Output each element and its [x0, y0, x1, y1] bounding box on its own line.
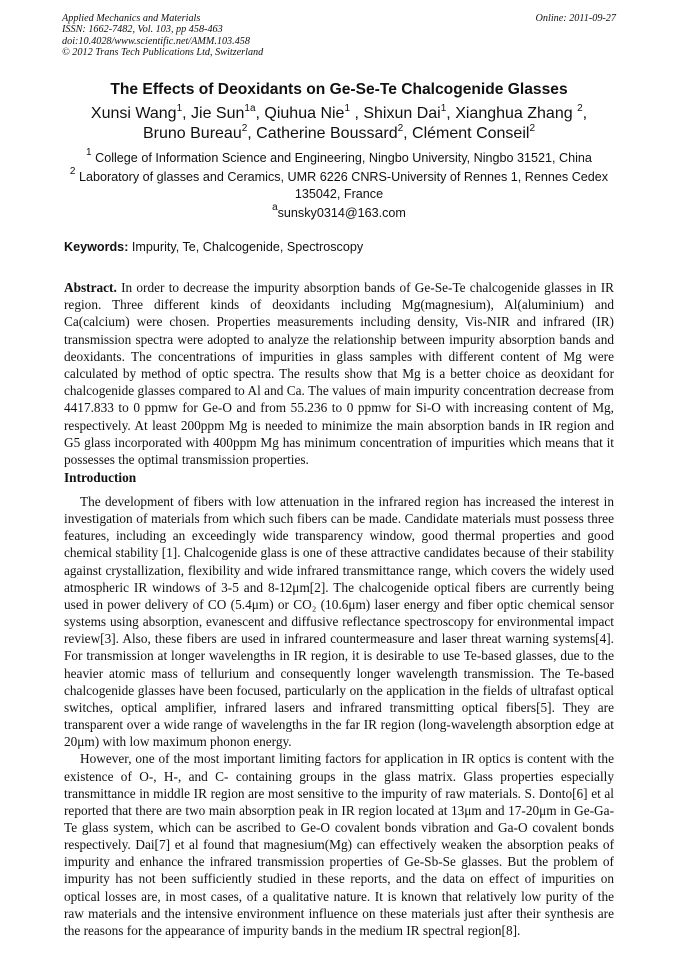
journal-issn: ISSN: 1662-7482, Vol. 103, pp 458-463	[62, 24, 223, 36]
introduction-body	[64, 493, 614, 939]
affiliation-text: College of Information Science and Engineering, Ningbo University, Ningbo 31521, China	[95, 151, 592, 165]
paragraph: The development of fibers with low attenuation in the infrared region has increased the interest in investigation of materials from which such fibers can be made. Candidate materials must possess three features, including an exceedingly wide transparency window, good thermal properties and good chemical stability [1]. Chalcogenide glass is one of these attractive candidates because of their stability against crystallization, flexibility and wide infrared transmittance range, which covers the widely used atmospheric IR windows of 3-5 and 8-12μm[2]. The chalcogenide optical fibers are currently being used in power delivery of CO (5.4μm) or CO₂ (10.6μm) laser energy and fiber optic chemical sensor systems using absorption, evanescent and diffusive reflectance spectroscopy for environmental impact review[3]. Also, these fibers are used in infrared countermeasure and laser threat warning systems[4]. For transmission at longer wavelengths in IR region, it is desirable to use Te-based glasses, due to the heavier atomic mass of tellurium and consequently longer wavelength transmission. The Te-based chalcogenide glasses have been focused, particularly on the application in the fields of ultrafast optical switches, optical amplifier, infrared lasers and infrared transmitting optical fibers[5]. They are transparent over a wide range of wavelengths in the far IR region (long-wavelength absorption edge at 20μm) with low maximum phonon energy.	[64, 494, 614, 750]
author-affiliation-mark: 2	[577, 103, 583, 114]
affiliation-text-cont: 135042, France	[294, 187, 384, 201]
affiliation-2	[40, 166, 638, 203]
keywords-text: Impurity, Te, Chalcogenide, Spectroscopy	[131, 240, 364, 254]
author: Catherine Boussard	[256, 125, 398, 142]
keywords	[64, 240, 363, 254]
abstract-label: Abstract.	[64, 280, 117, 295]
journal-name: Applied Mechanics and Materials	[62, 13, 201, 24]
abstract-text: In order to decrease the impurity absorption bands of Ge-Se-Te chalcogenide glasses in IR region. Three different kinds of deoxidants including Mg(magnesium), Al(aluminium) and Ca(calcium) were chosen. Properties measurements including density, Vis-NIR and infrared (IR) transmission spectra were adopted to analyze the relationship between impurity absorption bands and deoxidants. The concentrations of impurities in glass samples with different content of Mg were calculated by method of optic spectra. The results show that Mg is a better choice as deoxidant for chalcogenide glasses compared to Al and Ca. The values of main impurity concentration decrease from 4417.833 to 0 ppmw for Ge-O and from 55.236 to 0 ppmw for Si-O with increasing content of Mg, respectively. At least 200ppm Mg is needed to minimize the main absorption bands in IR region and G5 glass incorporated with 400ppm Mg has minimum concentration of impurities which means that it possesses the optimal transmission properties.	[64, 280, 614, 468]
journal-copyright: © 2012 Trans Tech Publications Ltd, Switzerland	[62, 47, 264, 59]
section-heading: Introduction	[64, 470, 137, 485]
author-affiliation-mark: 1	[440, 103, 447, 114]
author-affiliation-mark: 1	[176, 103, 183, 114]
author: Jie Sun	[191, 105, 245, 122]
author-line-1: Xunsi Wang$^1$, Jie Sun$^{1a}$, Qiuhua Nie$^1$ , Shixun Dai$^1$, Xianghua Zhang $^2$,	[90, 103, 588, 122]
author-affiliation-mark: 2	[529, 123, 535, 134]
keywords-label: Keywords:	[64, 240, 129, 254]
affiliation-mark: 2	[69, 166, 76, 177]
author: Qiuhua Nie	[264, 105, 345, 122]
affiliation-1	[40, 147, 638, 167]
author: Bruno Bureau	[142, 125, 242, 142]
author-affiliation-mark: 2	[241, 123, 248, 134]
author-affiliation-mark: 1	[344, 103, 351, 114]
author-line-2: Bruno Bureau$^2$, Catherine Boussard$^2$, Clément Conseil$^2$	[142, 123, 535, 142]
author: Xunsi Wang	[90, 105, 177, 122]
affiliation-text: Laboratory of glasses and Ceramics, UMR 6226 CNRS-University of Rennes 1, Rennes Cedex	[78, 170, 609, 184]
author-affiliation-mark: 1a	[244, 103, 256, 114]
author-list	[40, 104, 638, 144]
paper-title: The Effects of Deoxidants on Ge-Se-Te Chalcogenide Glasses	[110, 81, 568, 98]
paragraph: However, one of the most important limiting factors for application in IR optics is content with the existence of O-, H-, and C- containing groups in the glass matrix. Glass properties especially transmittance in middle IR region are most sensitive to the impurity of raw materials. S. Donto[6] et al reported that there are two main absorption peak in IR region located at 13μm and 17-20μm in Ge-Ga-Te glass system, which can be ascribed to Ge-O covalent bonds vibration and Ga-O covalent bonds respectively. Dai[7] et al found that magnesium(Mg) can effectively weaken the absorption peaks of impurity and enhance the infrared transmission properties of Ge-Sb-Se glasses. But the problem of impurity has not been sufficiently studied in these reports, and the data on effect of impurities on optical losses are, in most cases, of a qualitative nature. It is known that relatively low purity of the raw materials and the intensive environment influence on these materials just after their synthesis are the reasons for the appearance of impurity bands in the medium IR spectral region[8].	[64, 751, 614, 938]
author: Xianghua Zhang	[455, 105, 573, 122]
abstract	[64, 279, 614, 468]
author: Shixun Dai	[363, 105, 441, 122]
email-mark: a	[272, 202, 278, 213]
affiliation-mark: 1	[86, 147, 92, 158]
author: Clément Conseil	[412, 125, 530, 142]
author-affiliation-mark: 2	[397, 123, 404, 134]
journal-doi: doi:10.4028/www.scientific.net/AMM.103.458	[62, 35, 250, 47]
online-date: Online: 2011-09-27	[535, 13, 616, 24]
journal-header	[62, 13, 263, 59]
contact-email	[40, 202, 638, 222]
email-address: sunsky0314@163.com	[277, 206, 406, 220]
